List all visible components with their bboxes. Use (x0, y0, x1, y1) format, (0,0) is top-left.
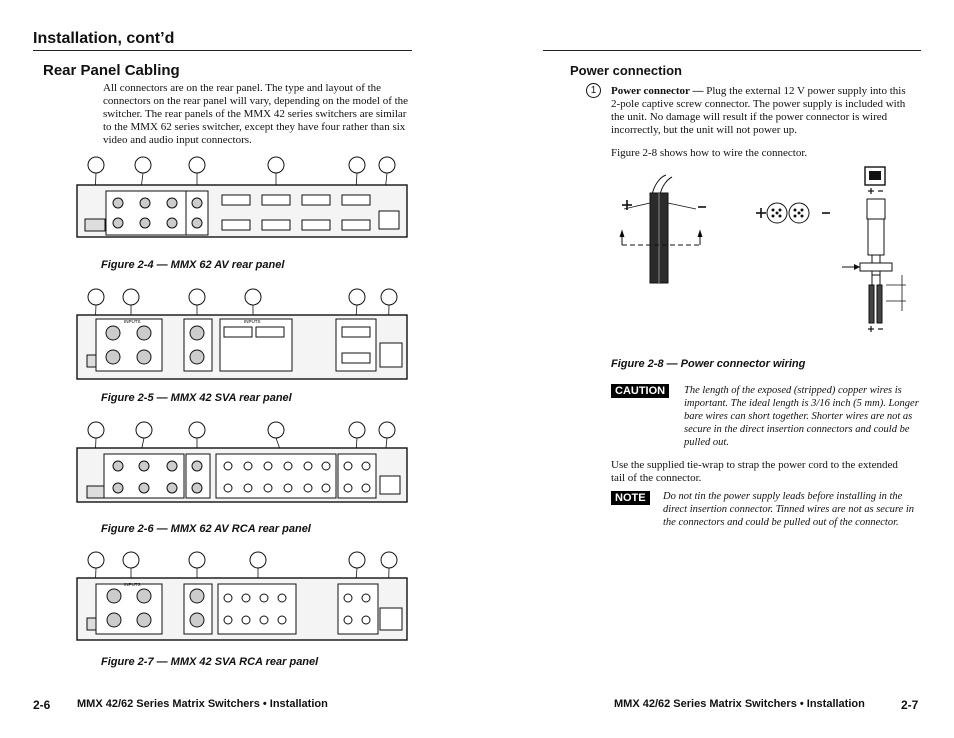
left-page-number: 2-6 (33, 698, 51, 712)
tiewrap-paragraph: Use the supplied tie-wrap to strap the power cord to the extended tail of the connector. (611, 459, 898, 484)
section-title: Rear Panel Cabling (43, 62, 180, 79)
figure-2-7-inputs-label: INPUTS (124, 582, 141, 587)
figure-2-5-inputs-label: INPUTS (124, 319, 141, 324)
power-connector-text: Plug the external 12 V power supply into this 2-pole captive screw connector. The power supply is included with the unit. No damage will result if the power connector is wired incorrectly, but the unit will not power up. (611, 85, 906, 136)
subsection-title: Power connection (570, 63, 682, 78)
power-connector-paragraph (611, 85, 911, 137)
right-header-rule (543, 50, 921, 51)
power-connector-lead: Power connector — (611, 85, 704, 97)
figure-2-5-inputs-label-2: INPUTS (244, 319, 261, 324)
figure-2-4-caption: Figure 2-4 — MMX 62 AV rear panel (101, 259, 285, 271)
caution-badge: CAUTION (611, 384, 669, 398)
figure-2-8-diagram (610, 165, 920, 345)
right-footer-text: MMX 42/62 Series Matrix Switchers • Installation (614, 698, 865, 710)
note-badge: NOTE (611, 491, 650, 505)
figure-2-6-caption: Figure 2-6 — MMX 62 AV RCA rear panel (101, 523, 311, 535)
figure-2-4-diagram (76, 155, 416, 245)
figure-2-5-caption: Figure 2-5 — MMX 42 SVA rear panel (101, 392, 292, 404)
figure-2-5-diagram (76, 287, 416, 387)
figure-2-6-diagram (76, 420, 416, 510)
note-text: Do not tin the power supply leads before installing in the direct insertion connector. Tinned wires are not as secure in the connectors and could be pulled out of the connector. (663, 491, 915, 528)
right-page-number: 2-7 (901, 698, 919, 712)
running-head: Installation, cont’d (33, 30, 175, 47)
caution-text: The length of the exposed (stripped) copper wires is important. The ideal length is 3/16 inch (5 mm). Longer bare wires can short together. Shorter wires are not as secure in the direct insertion connectors and could be pulled out. (684, 385, 919, 448)
figure-2-8-caption: Figure 2-8 — Power connector wiring (611, 358, 806, 370)
header-rule (33, 50, 412, 51)
figure-2-7-caption: Figure 2-7 — MMX 42 SVA RCA rear panel (101, 656, 319, 668)
item-number-callout: 1 (586, 83, 601, 98)
intro-paragraph: All connectors are on the rear panel. The type and layout of the connectors on the rear panel will vary, depending on the model of the switcher. The rear panels of the MMX 42 series switchers are similar to the MMX 62 series switcher, except they have four rather than six video and audio input connectors. (103, 82, 409, 146)
figure-ref-text: Figure 2-8 shows how to wire the connector. (611, 147, 808, 159)
figure-2-7-diagram (76, 552, 416, 642)
left-footer-text: MMX 42/62 Series Matrix Switchers • Installation (77, 698, 328, 710)
